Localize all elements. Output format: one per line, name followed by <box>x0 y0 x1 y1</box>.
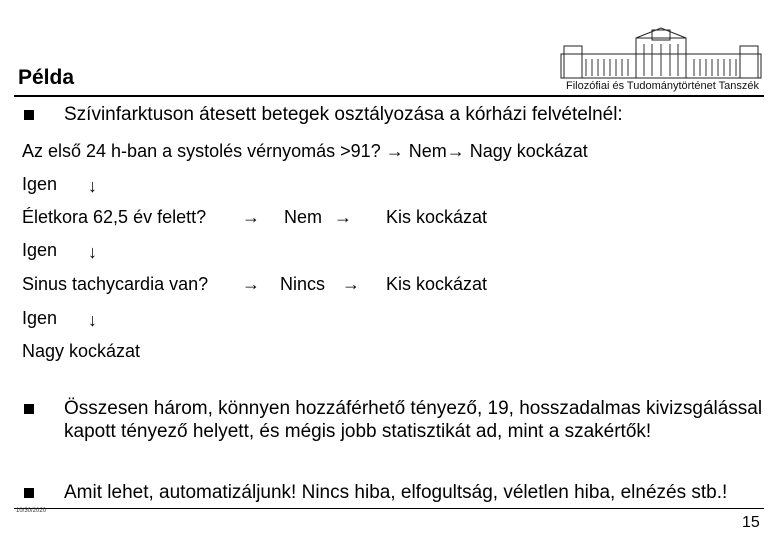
right-arrow-2b: → <box>334 207 352 227</box>
no-label-3: Nincs <box>280 274 326 294</box>
automation-paragraph: Amit lehet, automatizáljunk! Nincs hiba, elfogultság, véletlen hiba, elnézés stb.! <box>64 482 728 503</box>
summary-paragraph: Összesen három, könnyen hozzáférhető tényező, 19, hosszadalmas kivizsgálással kapott tényező helyett, és mégis jobb statisztikát ad, mint a szakértők! <box>64 398 763 442</box>
intro-text: Szívinfarktuson átesett betegek osztályozása a kórházi felvételnél: <box>64 104 623 125</box>
right-arrow-2a: → <box>242 207 260 227</box>
no-label-2: Nem <box>284 207 323 227</box>
down-arrow-2: ↓ <box>88 242 97 262</box>
result-2: Kis kockázat <box>386 207 488 227</box>
final-result: Nagy kockázat <box>22 341 141 361</box>
bullet-square-icon <box>24 110 34 120</box>
down-arrow-3: ↓ <box>88 310 97 330</box>
question-1: Az első 24 h-ban a systolés vérnyomás >91? → Nem→ Nagy kockázat <box>22 141 588 161</box>
question-3: Sinus tachycardia van? <box>22 274 209 294</box>
bullet-square-icon <box>24 488 34 498</box>
right-arrow-3b: → <box>342 274 360 294</box>
footer-divider <box>14 508 764 509</box>
page-number: 15 <box>742 514 760 531</box>
yes-label-1: Igen <box>22 174 58 194</box>
result-3: Kis kockázat <box>386 274 488 294</box>
yes-label-2: Igen <box>22 240 58 260</box>
building-logo-icon <box>556 26 766 86</box>
logo-caption: Filozófiai és Tudománytörténet Tanszék <box>566 80 760 92</box>
yes-label-3: Igen <box>22 308 58 328</box>
question-2: Életkora 62,5 év felett? <box>22 207 207 227</box>
slide-title: Példa <box>18 66 75 89</box>
right-arrow-3a: → <box>242 274 260 294</box>
down-arrow-1: ↓ <box>88 176 97 196</box>
title-divider <box>14 95 764 97</box>
footer-date: 10/30/2020 <box>16 508 47 514</box>
bullet-square-icon <box>24 404 34 414</box>
